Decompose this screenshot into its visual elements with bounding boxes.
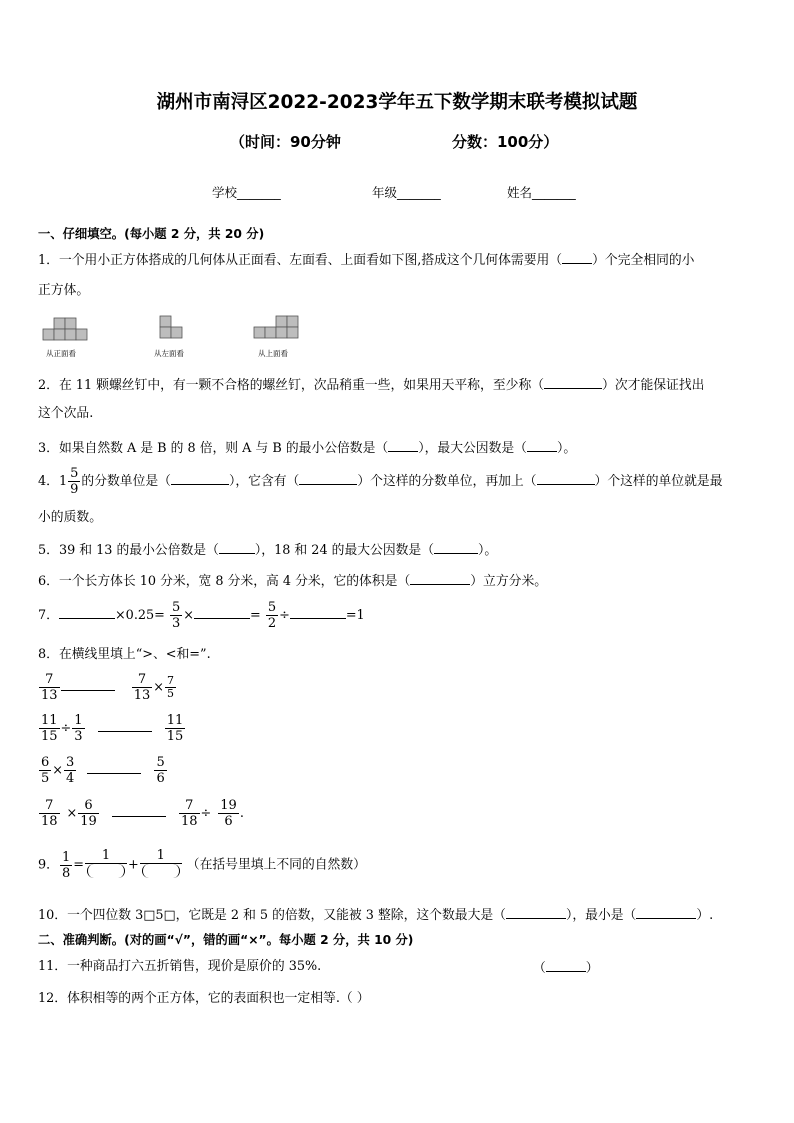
q10-min-blank[interactable]	[636, 904, 696, 919]
question-11: 11．一种商品打六五折销售，现价是原价的 35%.	[38, 959, 322, 974]
top-view-label: 从上面看	[258, 349, 288, 358]
exam-time: （时间：90分钟	[230, 133, 341, 151]
section-1-heading: 一、仔细填空。(每小题 2 分，共 20 分)	[38, 227, 265, 241]
question-12: 12．体积相等的两个正方体，它的表面积也一定相等.（ ）	[38, 991, 370, 1006]
question-9: 9． $\frac{1}{8}$ = 1 + 1 （在括号里填上不同的自然数）	[38, 848, 366, 881]
q1-answer-blank[interactable]	[562, 249, 592, 264]
name-field[interactable]: 姓名_______	[507, 185, 576, 200]
q8-row-2: $\frac{11}{15}$ ÷ $\frac{1}{3}$ $\frac{11}{15}$	[41, 713, 184, 744]
question-7: 7． ×0.25= $\frac{5}{3}$ × = $\frac{5}{2}$ ÷ =1	[38, 600, 365, 631]
q11-answer-blank[interactable]	[546, 957, 586, 972]
q8-row-3-blank[interactable]	[87, 759, 141, 774]
question-8: 8．在横线里填上“>、<和=”.	[38, 647, 211, 662]
question-2-line2: 这个次品.	[38, 406, 94, 421]
q3-lcm-blank[interactable]	[388, 437, 418, 452]
question-5: 5．39 和 13 的最小公倍数是（ ），18 和 24 的最大公因数是（ ）。	[38, 539, 497, 561]
q8-row-4: $\frac{7}{18}$ × $\frac{6}{19}$ $\frac{7}{18}$ ÷ $\frac{19}{6}$ .	[41, 798, 244, 829]
question-2: 2．在 11 颗螺丝钉中，有一颗不合格的螺丝钉，次品稍重一些，如果用天平称，至少称（ ）次才能保证找出	[38, 374, 704, 396]
q9-denominator-1-box[interactable]	[87, 864, 125, 878]
q7-fraction-1: $\frac{5}{3}$	[171, 600, 181, 631]
question-1: 1．一个用小正方体搭成的几何体从正面看、左面看、上面看如下图,搭成这个几何体需要用（ ）个完全相同的小	[38, 249, 694, 271]
top-view-figure	[253, 314, 299, 340]
question-6: 6．一个长方体长 10 分米，宽 8 分米，高 4 分米，它的体积是（ ）立方分米。	[38, 570, 547, 592]
q7-blank-3[interactable]	[290, 604, 346, 619]
q9-term-2: 1	[140, 848, 182, 882]
q4-add-blank[interactable]	[537, 470, 595, 485]
q3-gcd-blank[interactable]	[527, 437, 557, 452]
exam-score: 分数：100分）	[452, 133, 559, 151]
q2-answer-blank[interactable]	[544, 374, 602, 389]
left-view-label: 从左面看	[154, 349, 184, 358]
q9-term-1: 1	[85, 848, 127, 882]
q8-row-1: $\frac{7}{13}$ $\frac{7}{13}$ × $\frac{7}{5}$	[41, 672, 174, 703]
q8-row-4-blank[interactable]	[112, 802, 166, 817]
q7-fraction-2: $\frac{5}{2}$	[267, 600, 277, 631]
left-view-figure	[159, 314, 183, 340]
question-1-line2: 正方体。	[38, 283, 90, 298]
q4-unit-blank[interactable]	[171, 470, 229, 485]
q4-mixed-fraction: $\frac{5}{9}$	[70, 466, 79, 497]
q8-row-2-blank[interactable]	[98, 717, 152, 732]
q4-count-blank[interactable]	[299, 470, 357, 485]
question-4: 4．1 $\frac{5}{9}$ 的分数单位是（ ），它含有（ ）个这样的分数单位，再加上（ ）个这样的单位就是最	[38, 466, 723, 497]
front-view-figure	[42, 316, 90, 342]
q9-denominator-2-box[interactable]	[142, 864, 180, 878]
q7-blank-1[interactable]	[59, 604, 115, 619]
grade-field[interactable]: 年级_______	[372, 185, 441, 200]
q8-row-3: $\frac{6}{5}$ × $\frac{3}{4}$ $\frac{5}{6}$	[41, 755, 165, 786]
q8-row-1-blank[interactable]	[61, 676, 115, 691]
section-2-heading: 二、准确判断。(对的画“√”，错的画“×”。每小题 2 分，共 10 分)	[38, 933, 414, 947]
question-4-line2: 小的质数。	[38, 510, 102, 525]
q7-blank-2[interactable]	[194, 604, 250, 619]
q6-volume-blank[interactable]	[410, 570, 470, 585]
q10-max-blank[interactable]	[506, 904, 566, 919]
page-title: 湖州市南浔区2022-2023学年五下数学期末联考模拟试题	[156, 92, 638, 113]
q5-lcm-blank[interactable]	[219, 539, 255, 554]
q5-gcd-blank[interactable]	[434, 539, 478, 554]
q11-answer: （ ）	[533, 957, 599, 979]
question-3: 3．如果自然数 A 是 B 的 8 倍，则 A 与 B 的最小公倍数是（ ），最大公因数是（ ）。	[38, 437, 576, 459]
front-view-label: 从正面看	[46, 349, 76, 358]
school-field[interactable]: 学校_______	[212, 185, 281, 200]
question-10: 10．一个四位数 3□5□，它既是 2 和 5 的倍数，又能被 3 整除，这个数最大是（ ），最小是（ ）.	[38, 904, 713, 926]
